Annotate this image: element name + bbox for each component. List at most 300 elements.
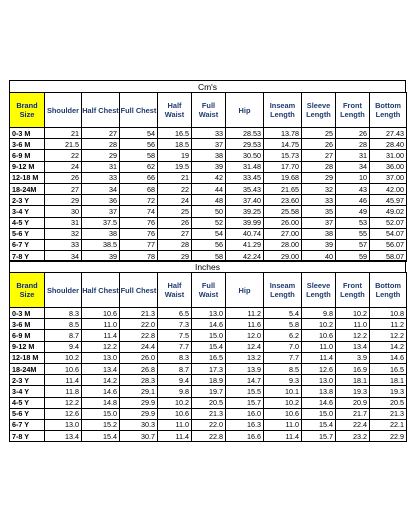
measurement-cell: 13.0 (82, 352, 120, 363)
size-label-cell: 7-8 Y (10, 251, 45, 262)
measurement-cell: 56 (120, 139, 158, 150)
size-label-cell: 9-12 M (10, 161, 45, 172)
measurement-cell: 29.1 (120, 386, 158, 397)
size-label-cell: 7-8 Y (10, 431, 45, 442)
size-label-cell: 2-3 Y (10, 375, 45, 386)
measurement-cell: 19 (158, 150, 192, 161)
measurement-cell: 28.40 (370, 139, 407, 150)
measurement-cell: 56.07 (370, 239, 407, 250)
measurement-cell: 18.1 (336, 375, 370, 386)
measurement-cell: 11.2 (226, 308, 264, 319)
measurement-cell: 26.00 (264, 217, 302, 228)
measurement-cell: 29 (45, 195, 82, 206)
header-row (10, 93, 407, 128)
table-row (10, 228, 407, 239)
measurement-cell: 11.4 (82, 330, 120, 341)
measurement-cell: 11.0 (82, 319, 120, 330)
measurement-cell: 50 (192, 206, 226, 217)
size-label-cell: 18-24M (10, 183, 45, 194)
table-row (10, 352, 407, 363)
measurement-cell: 12.4 (226, 341, 264, 352)
measurement-cell: 54 (120, 128, 158, 139)
measurement-cell: 5.8 (264, 319, 302, 330)
measurement-cell: 14.8 (82, 397, 120, 408)
measurement-cell: 16.3 (226, 419, 264, 430)
measurement-cell: 10.6 (158, 408, 192, 419)
measurement-cell: 16.9 (336, 363, 370, 374)
measurement-cell: 10.6 (264, 408, 302, 419)
measurement-cell: 11.2 (370, 319, 407, 330)
measurement-cell: 21 (158, 172, 192, 183)
measurement-cell: 23.2 (336, 431, 370, 442)
measurement-cell: 16.0 (226, 408, 264, 419)
measurement-cell: 13.8 (302, 386, 336, 397)
measurement-cell: 22.4 (336, 419, 370, 430)
table-row (10, 139, 407, 150)
measurement-cell: 10.2 (302, 319, 336, 330)
measurement-cell: 15.7 (302, 431, 336, 442)
measurement-cell: 6.2 (264, 330, 302, 341)
measurement-cell: 53 (336, 217, 370, 228)
measurement-cell: 46 (336, 195, 370, 206)
measurement-cell: 23.60 (264, 195, 302, 206)
table-row (10, 195, 407, 206)
measurement-cell: 22.8 (192, 431, 226, 442)
measurement-cell: 31.48 (226, 161, 264, 172)
measurement-cell: 27 (302, 150, 336, 161)
measurement-cell: 21.65 (264, 183, 302, 194)
measurement-cell: 38 (192, 150, 226, 161)
measurement-cell: 38.5 (82, 239, 120, 250)
measurement-cell: 28 (336, 139, 370, 150)
measurement-cell: 19.3 (370, 386, 407, 397)
measurement-cell: 41.29 (226, 239, 264, 250)
measurement-cell: 19.7 (192, 386, 226, 397)
measurement-cell: 15.2 (82, 419, 120, 430)
measurement-cell: 11.0 (302, 341, 336, 352)
table-row (10, 386, 407, 397)
measurement-cell: 26.8 (120, 363, 158, 374)
measurement-cell: 42 (192, 172, 226, 183)
measurement-cell: 10.6 (45, 363, 82, 374)
measurement-cell: 78 (120, 251, 158, 262)
measurement-cell: 34 (82, 183, 120, 194)
column-header: Half Chest (82, 273, 120, 308)
measurement-cell: 32 (302, 183, 336, 194)
measurement-cell: 42.00 (370, 183, 407, 194)
measurement-cell: 28 (82, 139, 120, 150)
measurement-cell: 5.4 (264, 308, 302, 319)
table-row (10, 128, 407, 139)
measurement-cell: 18.5 (158, 139, 192, 150)
size-label-cell: 3-4 Y (10, 206, 45, 217)
table-row (10, 150, 407, 161)
measurement-cell: 22.8 (120, 330, 158, 341)
table-row (10, 239, 407, 250)
measurement-cell: 34 (45, 251, 82, 262)
table-row (10, 363, 407, 374)
measurement-cell: 11.4 (45, 375, 82, 386)
measurement-cell: 26 (158, 217, 192, 228)
measurement-cell: 27.00 (264, 228, 302, 239)
size-label-cell: 3-6 M (10, 139, 45, 150)
measurement-cell: 20.9 (336, 397, 370, 408)
measurement-cell: 8.3 (158, 352, 192, 363)
table-row (10, 161, 407, 172)
measurement-cell: 74 (120, 206, 158, 217)
brand-size-header: Brand Size (10, 93, 45, 128)
measurement-cell: 26.0 (120, 352, 158, 363)
measurement-cell: 11.6 (226, 319, 264, 330)
measurement-cell: 25.58 (264, 206, 302, 217)
column-header: Inseam Length (264, 93, 302, 128)
table-row (10, 172, 407, 183)
size-label-cell: 5-6 Y (10, 408, 45, 419)
measurement-cell: 22 (45, 150, 82, 161)
measurement-cell: 13.2 (226, 352, 264, 363)
measurement-cell: 33 (82, 172, 120, 183)
size-label-cell: 18-24M (10, 363, 45, 374)
measurement-cell: 9.8 (158, 386, 192, 397)
measurement-cell: 31 (336, 150, 370, 161)
measurement-cell: 13.0 (192, 308, 226, 319)
measurement-cell: 22.1 (370, 419, 407, 430)
table-row (10, 408, 407, 419)
measurement-cell: 21.3 (192, 408, 226, 419)
measurement-cell: 24 (158, 195, 192, 206)
measurement-cell: 10.6 (302, 330, 336, 341)
size-label-cell: 6-7 Y (10, 419, 45, 430)
measurement-cell: 26 (302, 139, 336, 150)
measurement-cell: 58.07 (370, 251, 407, 262)
measurement-cell: 22.9 (370, 431, 407, 442)
measurement-cell: 68 (120, 183, 158, 194)
column-header: Bottom Length (370, 273, 407, 308)
measurement-cell: 6.5 (158, 308, 192, 319)
measurement-cell: 31 (82, 161, 120, 172)
measurement-cell: 26 (45, 172, 82, 183)
size-label-cell: 12-18 M (10, 352, 45, 363)
measurement-cell: 14.2 (370, 341, 407, 352)
unit-title-cm: Cm's (9, 80, 406, 92)
measurement-cell: 13.0 (302, 375, 336, 386)
measurement-cell: 16.5 (158, 128, 192, 139)
measurement-cell: 11.4 (158, 431, 192, 442)
unit-title-inches: Inches (9, 260, 406, 272)
measurement-cell: 10.2 (158, 397, 192, 408)
measurement-cell: 34 (336, 161, 370, 172)
measurement-cell: 35.43 (226, 183, 264, 194)
measurement-cell: 24.4 (120, 341, 158, 352)
measurement-cell: 76 (120, 228, 158, 239)
measurement-cell: 29 (158, 251, 192, 262)
measurement-cell: 14.75 (264, 139, 302, 150)
measurement-cell: 7.3 (158, 319, 192, 330)
table-row (10, 183, 407, 194)
measurement-cell: 77 (120, 239, 158, 250)
measurement-cell: 19.5 (158, 161, 192, 172)
column-header: Front Length (336, 93, 370, 128)
table-row (10, 397, 407, 408)
measurement-cell: 20.5 (370, 397, 407, 408)
measurement-cell: 16.6 (226, 431, 264, 442)
measurement-cell: 13.78 (264, 128, 302, 139)
measurement-cell: 14.6 (82, 386, 120, 397)
measurement-cell: 11.4 (302, 352, 336, 363)
table-row (10, 206, 407, 217)
measurement-cell: 16.5 (370, 363, 407, 374)
measurement-cell: 54.07 (370, 228, 407, 239)
measurement-cell: 37.5 (82, 217, 120, 228)
measurement-cell: 36 (82, 195, 120, 206)
measurement-cell: 57 (336, 239, 370, 250)
measurement-cell: 44 (192, 183, 226, 194)
measurement-cell: 72 (120, 195, 158, 206)
column-header: Half Chest (82, 93, 120, 128)
column-header: Full Waist (192, 93, 226, 128)
measurement-cell: 8.3 (45, 308, 82, 319)
measurement-cell: 22 (158, 183, 192, 194)
measurement-cell: 22.0 (192, 419, 226, 430)
column-header: Inseam Length (264, 273, 302, 308)
measurement-cell: 13.9 (226, 363, 264, 374)
measurement-cell: 21.7 (336, 408, 370, 419)
brand-size-header: Brand Size (10, 273, 45, 308)
measurement-cell: 17.3 (192, 363, 226, 374)
measurement-cell: 52 (192, 217, 226, 228)
measurement-cell: 35 (302, 206, 336, 217)
measurement-cell: 39.25 (226, 206, 264, 217)
size-label-cell: 5-6 Y (10, 228, 45, 239)
measurement-cell: 54 (192, 228, 226, 239)
measurement-cell: 30 (45, 206, 82, 217)
measurement-cell: 49.02 (370, 206, 407, 217)
measurement-cell: 9.8 (302, 308, 336, 319)
measurement-cell: 9.4 (45, 341, 82, 352)
table-row (10, 419, 407, 430)
measurement-cell: 11.4 (264, 431, 302, 442)
measurement-cell: 27 (158, 228, 192, 239)
measurement-cell: 16.5 (192, 352, 226, 363)
measurement-cell: 29.00 (264, 251, 302, 262)
measurement-cell: 38 (82, 228, 120, 239)
measurement-cell: 31 (45, 217, 82, 228)
size-chart-inches (9, 260, 406, 442)
measurement-cell: 39.99 (226, 217, 264, 228)
measurement-cell: 32 (45, 228, 82, 239)
measurement-cell: 7.7 (158, 341, 192, 352)
measurement-cell: 59 (336, 251, 370, 262)
measurement-cell: 21.3 (120, 308, 158, 319)
measurement-cell: 56 (192, 239, 226, 250)
measurement-cell: 66 (120, 172, 158, 183)
measurement-cell: 37 (82, 206, 120, 217)
size-label-cell: 0-3 M (10, 128, 45, 139)
size-table-inches (9, 272, 407, 442)
column-header: Hip (226, 93, 264, 128)
measurement-cell: 49 (336, 206, 370, 217)
measurement-cell: 11.0 (264, 419, 302, 430)
measurement-cell: 29 (82, 150, 120, 161)
measurement-cell: 33 (192, 128, 226, 139)
measurement-cell: 28.53 (226, 128, 264, 139)
size-label-cell: 6-9 M (10, 330, 45, 341)
measurement-cell: 10.6 (82, 308, 120, 319)
measurement-cell: 12.6 (45, 408, 82, 419)
measurement-cell: 28 (158, 239, 192, 250)
measurement-cell: 40.74 (226, 228, 264, 239)
measurement-cell: 11.8 (45, 386, 82, 397)
column-header: Half Waist (158, 93, 192, 128)
measurement-cell: 15.0 (82, 408, 120, 419)
measurement-cell: 8.5 (45, 319, 82, 330)
measurement-cell: 40 (302, 251, 336, 262)
measurement-cell: 33.45 (226, 172, 264, 183)
measurement-cell: 14.7 (226, 375, 264, 386)
measurement-cell: 31.00 (370, 150, 407, 161)
table-row (10, 375, 407, 386)
column-header: Sleeve Length (302, 273, 336, 308)
size-label-cell: 4-5 Y (10, 217, 45, 228)
measurement-cell: 10.2 (45, 352, 82, 363)
measurement-cell: 27.43 (370, 128, 407, 139)
size-table-cm (9, 92, 407, 262)
size-label-cell: 3-4 Y (10, 386, 45, 397)
measurement-cell: 7.5 (158, 330, 192, 341)
measurement-cell: 58 (120, 150, 158, 161)
size-label-cell: 0-3 M (10, 308, 45, 319)
measurement-cell: 37.00 (370, 172, 407, 183)
column-header: Bottom Length (370, 93, 407, 128)
measurement-cell: 28.00 (264, 239, 302, 250)
table-row (10, 308, 407, 319)
measurement-cell: 9.4 (158, 375, 192, 386)
measurement-cell: 30.3 (120, 419, 158, 430)
measurement-cell: 13.4 (45, 431, 82, 442)
measurement-cell: 25 (158, 206, 192, 217)
measurement-cell: 7.7 (264, 352, 302, 363)
measurement-cell: 62 (120, 161, 158, 172)
measurement-cell: 22.0 (120, 319, 158, 330)
size-label-cell: 2-3 Y (10, 195, 45, 206)
measurement-cell: 20.5 (192, 397, 226, 408)
header-row (10, 273, 407, 308)
measurement-cell: 14.6 (302, 397, 336, 408)
measurement-cell: 21 (45, 128, 82, 139)
measurement-cell: 12.2 (45, 397, 82, 408)
table-row (10, 217, 407, 228)
measurement-cell: 15.5 (226, 386, 264, 397)
measurement-cell: 18.9 (192, 375, 226, 386)
measurement-cell: 30.50 (226, 150, 264, 161)
measurement-cell: 8.5 (264, 363, 302, 374)
measurement-cell: 45.97 (370, 195, 407, 206)
measurement-cell: 14.6 (370, 352, 407, 363)
measurement-cell: 14.6 (192, 319, 226, 330)
measurement-cell: 21.5 (45, 139, 82, 150)
column-header: Front Length (336, 273, 370, 308)
measurement-cell: 39 (192, 161, 226, 172)
measurement-cell: 12.0 (226, 330, 264, 341)
measurement-cell: 33 (302, 195, 336, 206)
measurement-cell: 21.3 (370, 408, 407, 419)
measurement-cell: 10.2 (264, 397, 302, 408)
column-header: Half Waist (158, 273, 192, 308)
measurement-cell: 7.0 (264, 341, 302, 352)
measurement-cell: 10.2 (336, 308, 370, 319)
measurement-cell: 33 (45, 239, 82, 250)
measurement-cell: 39 (302, 239, 336, 250)
measurement-cell: 10 (336, 172, 370, 183)
measurement-cell: 12.2 (336, 330, 370, 341)
column-header: Shoulder (45, 273, 82, 308)
table-row (10, 330, 407, 341)
measurement-cell: 15.73 (264, 150, 302, 161)
measurement-cell: 9.3 (264, 375, 302, 386)
size-label-cell: 6-9 M (10, 150, 45, 161)
measurement-cell: 39 (82, 251, 120, 262)
measurement-cell: 42.24 (226, 251, 264, 262)
measurement-cell: 15.4 (192, 341, 226, 352)
measurement-cell: 11.0 (336, 319, 370, 330)
measurement-cell: 28 (302, 161, 336, 172)
measurement-cell: 13.0 (45, 419, 82, 430)
measurement-cell: 58 (192, 251, 226, 262)
measurement-cell: 76 (120, 217, 158, 228)
measurement-cell: 15.0 (192, 330, 226, 341)
measurement-cell: 17.70 (264, 161, 302, 172)
measurement-cell: 13.4 (336, 341, 370, 352)
measurement-cell: 30.7 (120, 431, 158, 442)
measurement-cell: 8.7 (158, 363, 192, 374)
measurement-cell: 15.4 (82, 431, 120, 442)
column-header: Hip (226, 273, 264, 308)
measurement-cell: 24 (45, 161, 82, 172)
measurement-cell: 25 (302, 128, 336, 139)
column-header: Sleeve Length (302, 93, 336, 128)
measurement-cell: 27 (82, 128, 120, 139)
size-label-cell: 12-18 M (10, 172, 45, 183)
measurement-cell: 12.2 (82, 341, 120, 352)
table-row (10, 341, 407, 352)
measurement-cell: 19.68 (264, 172, 302, 183)
measurement-cell: 3.9 (336, 352, 370, 363)
measurement-cell: 15.0 (302, 408, 336, 419)
measurement-cell: 37.40 (226, 195, 264, 206)
column-header: Full Chest (120, 93, 158, 128)
measurement-cell: 29.9 (120, 397, 158, 408)
measurement-cell: 43 (336, 183, 370, 194)
measurement-cell: 29.53 (226, 139, 264, 150)
measurement-cell: 13.4 (82, 363, 120, 374)
measurement-cell: 48 (192, 195, 226, 206)
measurement-cell: 10.1 (264, 386, 302, 397)
measurement-cell: 27 (45, 183, 82, 194)
measurement-cell: 38 (302, 228, 336, 239)
measurement-cell: 36.00 (370, 161, 407, 172)
measurement-cell: 29.9 (120, 408, 158, 419)
measurement-cell: 10.8 (370, 308, 407, 319)
measurement-cell: 28.3 (120, 375, 158, 386)
measurement-cell: 29 (302, 172, 336, 183)
column-header: Full Waist (192, 273, 226, 308)
table-row (10, 319, 407, 330)
size-chart-cm (9, 80, 406, 262)
size-label-cell: 6-7 Y (10, 239, 45, 250)
table-row (10, 431, 407, 442)
size-label-cell: 3-6 M (10, 319, 45, 330)
measurement-cell: 12.2 (370, 330, 407, 341)
